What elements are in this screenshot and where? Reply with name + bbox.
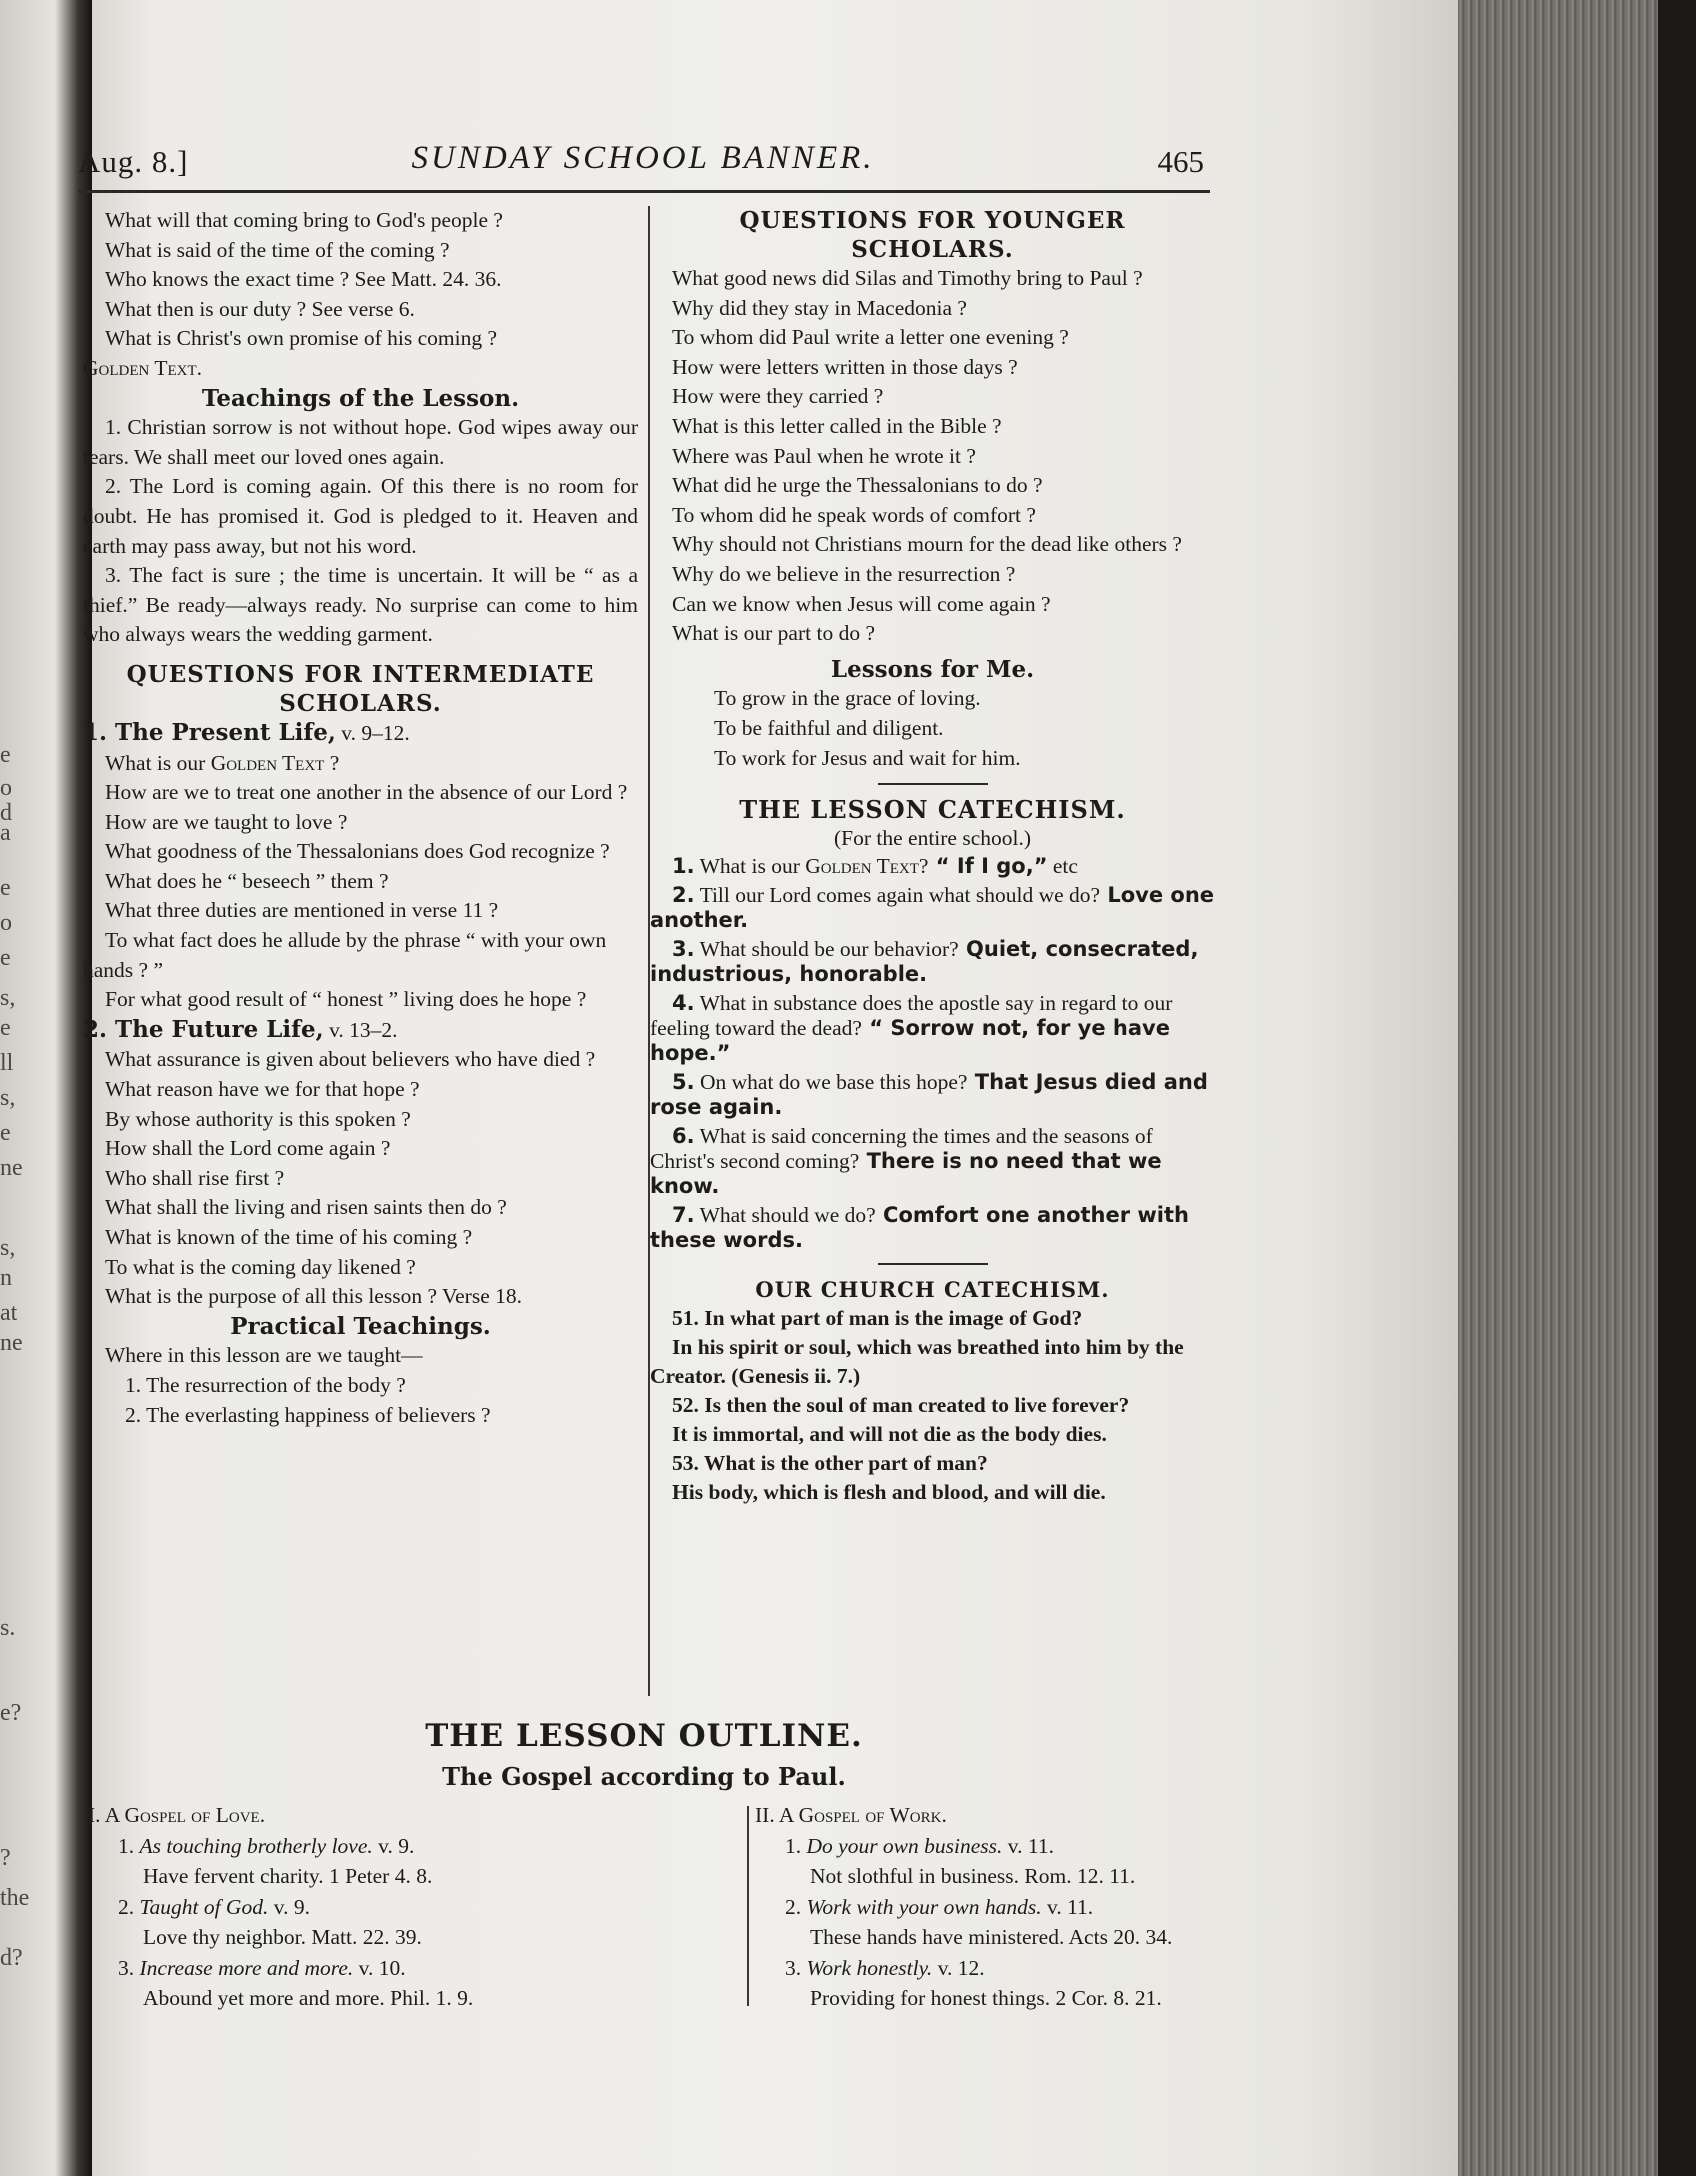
question: How were letters written in those days ? [672, 354, 1018, 379]
question: Why should not Christians mourn for the dead like others ? [672, 532, 1182, 557]
left-column [83, 206, 638, 1430]
lessons-heading: Lessons for Me. [830, 655, 1035, 683]
practical-item: 2. The everlasting happiness of believers ? [125, 1402, 491, 1427]
question: How are we to treat one another in the absence of our Lord ? [105, 780, 628, 805]
header-date: Aug. 8.] [78, 144, 189, 179]
question: What is this letter called in the Bible ? [672, 413, 1002, 438]
catechism-answer: “ Sorrow not, for ye have hope.” [650, 1015, 1170, 1065]
lesson-item: To be faithful and diligent. [714, 715, 944, 740]
running-header [78, 138, 1208, 188]
outline-item-scripture: Abound yet more and more. Phil. 1. 9. [143, 1986, 474, 2010]
outline-item-number: 3. [785, 1955, 802, 1980]
page-number: 465 [1157, 144, 1204, 179]
question: What shall the living and risen saints then do ? [105, 1195, 507, 1220]
outline-item [88, 1953, 728, 1984]
bleed-glyph: d [0, 800, 12, 826]
outline-item-number: 1. [785, 1833, 802, 1858]
bleed-glyph: ne [0, 1330, 23, 1356]
younger-questions [650, 264, 1215, 649]
part1-verse: v. 9–12. [335, 720, 410, 745]
church-catechism [650, 1304, 1215, 1507]
question-mark: ? [918, 853, 929, 878]
question: What is said of the time of the coming ? [105, 237, 450, 262]
outline-right [755, 1800, 1315, 2014]
outline-item-text: Increase more and more. [139, 1955, 354, 1980]
catechism-question: What should be our behavior? [694, 936, 959, 961]
catechism-number: 4. [672, 990, 695, 1015]
teaching-item: 1. Christian sorrow is not without hope. God wipes away our tears. We shall meet our loved ones again. [83, 415, 638, 469]
section-rule [878, 1263, 988, 1265]
outline-item-ref: v. 9. [372, 1833, 415, 1858]
section-rule [878, 783, 988, 785]
catechism-subheading: (For the entire school.) [833, 826, 1032, 851]
bleed-glyph: d? [0, 1945, 23, 1971]
question: Can we know when Jesus will come again ? [672, 591, 1051, 616]
question: Where was Paul when he wrote it ? [672, 443, 976, 468]
question: To whom did Paul write a letter one evening ? [672, 325, 1069, 350]
outline-item-text: Work with your own hands. [806, 1894, 1042, 1919]
part2-title: 2. The Future Life, [83, 1015, 324, 1043]
question: What good news did Silas and Timothy bring to Paul ? [672, 266, 1143, 290]
question: What is our part to do ? [672, 621, 876, 646]
outline-item-ref: v. 11. [1002, 1833, 1054, 1858]
question: For what good result of “ honest ” living does he hope ? [105, 987, 587, 1012]
church-question: 52. Is then the soul of man created to live forever? [672, 1392, 1130, 1417]
outline-item-ref: v. 10. [353, 1955, 406, 1980]
outline-item [755, 1831, 1315, 1862]
part2-verse: v. 13–2. [323, 1017, 398, 1042]
catechism-number: 3. [672, 936, 695, 961]
outline-item [755, 1953, 1315, 1984]
catechism-question: Till our Lord comes again what should we do? [694, 882, 1101, 907]
bleed-glyph: ll [0, 1050, 14, 1076]
question: What goodness of the Thessalonians does God recognize ? [105, 839, 610, 864]
question: To what is the coming day likened ? [105, 1254, 416, 1279]
church-answer: It is immortal, and will not die as the body dies. [672, 1421, 1107, 1446]
question: What did he urge the Thessalonians to do ? [672, 473, 1043, 498]
intermediate-heading-line2: SCHOLARS. [279, 689, 442, 717]
intermediate-heading-line1: QUESTIONS FOR INTERMEDIATE [126, 660, 595, 688]
question: To what fact does he allude by the phrase “ with your own hands ? ” [83, 928, 607, 982]
golden-text-ref: Golden Text [805, 853, 919, 878]
bleed-glyph: ? [0, 1845, 11, 1871]
part1-title: 1. The Present Life, [83, 718, 336, 746]
bleed-glyph: s, [0, 1235, 16, 1261]
bleed-glyph: the [0, 1885, 30, 1911]
bleed-glyph: e [0, 875, 11, 901]
bleed-glyph: at [0, 1300, 18, 1326]
catechism-item [650, 1203, 1215, 1253]
catechism-number: 2. [672, 882, 695, 907]
outline-item-scripture: Providing for honest things. 2 Cor. 8. 21. [810, 1986, 1162, 2010]
question: Who knows the exact time ? See Matt. 24. 36. [105, 267, 502, 292]
catechism-answer: Comfort one another with these words. [650, 1202, 1189, 1252]
outline-divider [747, 1806, 749, 2006]
catechism-question: What in substance does the apostle say in regard to our feeling toward the dead? [650, 990, 1173, 1040]
bleed-glyph: e [0, 1120, 11, 1146]
outline-item-number: 3. [118, 1955, 135, 1980]
part2-heading [83, 1015, 638, 1046]
lesson-catechism [650, 854, 1215, 1253]
right-column [650, 206, 1215, 1507]
question: What then is our duty ? See verse 6. [105, 296, 415, 321]
outline-item-scripture: Have fervent charity. 1 Peter 4. 8. [143, 1864, 433, 1888]
bleed-glyph: o [0, 910, 12, 936]
catechism-etc: etc [1047, 853, 1078, 878]
intro-questions [83, 206, 638, 384]
practical-item: 1. The resurrection of the body ? [125, 1372, 406, 1397]
question-text: What is our [105, 750, 211, 775]
church-question: 53. What is the other part of man? [672, 1450, 988, 1475]
teachings-heading: Teachings of the Lesson. [201, 384, 520, 412]
catechism-item [650, 991, 1215, 1066]
bleed-glyph: e [0, 945, 11, 971]
question: Why did they stay in Macedonia ? [672, 295, 967, 320]
question: How are we taught to love ? [105, 809, 348, 834]
question: Who shall rise first ? [105, 1165, 285, 1190]
catechism-answer: Quiet, consecrated, industrious, honorable. [650, 936, 1199, 986]
question [83, 749, 638, 779]
question: How were they carried ? [672, 384, 884, 409]
outline-item [755, 1892, 1315, 1923]
question: Why do we believe in the resurrection ? [672, 561, 1016, 586]
question: What three duties are mentioned in verse 11 ? [105, 898, 499, 923]
bleed-glyph: ne [0, 1155, 23, 1181]
catechism-answer: Love one another. [650, 882, 1215, 932]
teaching-item: 2. The Lord is coming again. Of this there is no room for doubt. He has promised it. God is pledged to it. Heaven and earth may pass away, but not his word. [83, 474, 638, 558]
outline-left [88, 1800, 728, 2014]
catechism-item [650, 883, 1215, 933]
catechism-question: On what do we base this hope? [694, 1069, 968, 1094]
outline-item-scripture: These hands have ministered. Acts 20. 34. [810, 1925, 1173, 1949]
practical-intro: Where in this lesson are we taught— [105, 1343, 423, 1368]
question: How shall the Lord come again ? [105, 1136, 391, 1161]
header-title: SUNDAY SCHOOL BANNER. [411, 140, 875, 176]
part1-heading [83, 718, 638, 749]
catechism-item [650, 1070, 1215, 1120]
outline-item-text: Work honestly. [806, 1955, 933, 1980]
catechism-question: What is our [694, 853, 806, 878]
outline-title: THE LESSON OUTLINE. [425, 1718, 863, 1754]
practical-teachings [83, 1312, 638, 1430]
practical-heading: Practical Teachings. [230, 1312, 491, 1340]
church-catechism-heading: OUR CHURCH CATECHISM. [755, 1276, 1110, 1302]
catechism-question: What should we do? [694, 1202, 876, 1227]
catechism-heading: THE LESSON CATECHISM. [739, 795, 1126, 825]
catechism-item [650, 854, 1215, 879]
catechism-answer: That Jesus died and rose again. [650, 1069, 1208, 1119]
outline-left-heading: I. A Gospel of Love. [88, 1803, 266, 1827]
catechism-number: 6. [672, 1123, 695, 1148]
catechism-answer: “ If I go,” [928, 853, 1048, 878]
catechism-item [650, 1124, 1215, 1199]
outline-item-text: Do your own business. [806, 1833, 1003, 1858]
outline-item-number: 1. [118, 1833, 135, 1858]
outline-left-items [88, 1831, 728, 2014]
lesson-item: To work for Jesus and wait for him. [714, 745, 1021, 770]
question: By whose authority is this spoken ? [105, 1106, 411, 1131]
outline-item-ref: v. 9. [268, 1894, 310, 1919]
bleed-glyph: n [0, 1265, 12, 1291]
golden-text-ref: Golden Text [210, 750, 325, 775]
header-rule [78, 190, 1210, 193]
outline-item-ref: v. 12. [932, 1955, 985, 1980]
church-question: 51. In what part of man is the image of God? [672, 1305, 1083, 1330]
question: What is known of the time of his coming ? [105, 1225, 473, 1249]
question: What is Christ's own promise of his coming ? [105, 326, 498, 351]
catechism-number: 7. [672, 1202, 695, 1227]
outline-item-text: As touching brotherly love. [139, 1833, 373, 1858]
outline-right-items [755, 1831, 1315, 2014]
question: What is the purpose of all this lesson ? Verse 18. [105, 1284, 522, 1309]
teaching-item: 3. The fact is sure ; the time is uncertain. It will be “ as a thief.” Be ready—always ready. No surprise can come to him who always wears the wedding garment. [83, 563, 638, 647]
catechism-number: 1. [672, 853, 695, 878]
bleed-glyph: s. [0, 1615, 16, 1641]
bleed-glyph: a [0, 820, 11, 846]
outline-item-number: 2. [118, 1894, 135, 1919]
lessons-for-me [650, 655, 1215, 773]
younger-heading [650, 206, 1215, 264]
church-answer: His body, which is flesh and blood, and will die. [672, 1479, 1106, 1504]
outline-item-ref: v. 11. [1041, 1894, 1094, 1919]
outline-subtitle: The Gospel according to Paul. [442, 1762, 846, 1791]
bleed-glyph: e [0, 1015, 11, 1041]
question-mark: ? [324, 750, 340, 775]
lesson-item: To grow in the grace of loving. [714, 686, 981, 711]
question: What does he “ beseech ” them ? [105, 868, 389, 893]
question: What will that coming bring to God's people ? [105, 208, 503, 232]
golden-text-label: Golden Text. [83, 355, 203, 380]
bleed-glyph: s, [0, 1085, 16, 1111]
bleed-glyph: e [0, 742, 11, 768]
outline-item-scripture: Not slothful in business. Rom. 12. 11. [810, 1864, 1136, 1888]
younger-heading-line2: SCHOLARS. [851, 236, 1014, 263]
bleed-glyph: s, [0, 985, 16, 1011]
bleed-glyph: o [0, 775, 12, 801]
intermediate-heading [83, 660, 638, 718]
outline-item-scripture: Love thy neighbor. Matt. 22. 39. [143, 1925, 422, 1949]
church-answer: In his spirit or soul, which was breathed into him by the Creator. (Genesis ii. 7.) [650, 1334, 1184, 1388]
outline-item [88, 1831, 728, 1862]
bleed-glyph: e? [0, 1700, 22, 1726]
outline-item [88, 1892, 728, 1923]
outline-item-number: 2. [785, 1894, 802, 1919]
younger-heading-line1: QUESTIONS FOR YOUNGER [739, 207, 1126, 234]
catechism-question: What is said concerning the times and the seasons of Christ's second coming? [650, 1123, 1153, 1173]
book-shadow [1658, 0, 1696, 2176]
catechism-item [650, 937, 1215, 987]
page-stack-edge [1458, 0, 1658, 2176]
outline-item-text: Taught of God. [139, 1894, 269, 1919]
question: What reason have we for that hope ? [105, 1077, 420, 1102]
catechism-answer: There is no need that we know. [650, 1148, 1162, 1198]
question: What assurance is given about believers who have died ? [105, 1047, 596, 1072]
question: To whom did he speak words of comfort ? [672, 502, 1036, 527]
outline-right-heading: II. A Gospel of Work. [755, 1803, 947, 1827]
catechism-number: 5. [672, 1069, 695, 1094]
